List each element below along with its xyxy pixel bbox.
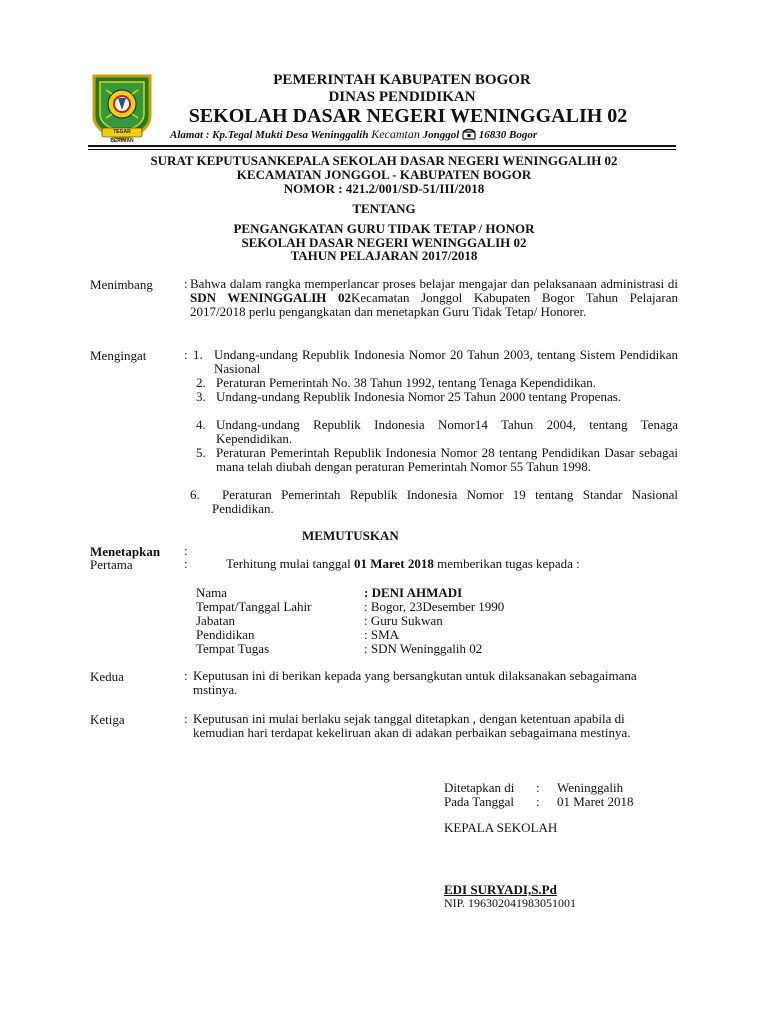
mengingat-colon: : (184, 347, 188, 362)
mengingat-num-5: 5. (196, 445, 206, 460)
address-part: 16830 Bogor (476, 129, 538, 141)
memutuskan-heading: MEMUTUSKAN (302, 528, 399, 543)
mengingat-label: Mengingat (90, 348, 147, 363)
letterhead-department: DINAS PENDIDIKAN (328, 89, 476, 105)
address-part: Alamat : Kp.Tegal Mukti Desa Weninggalih (170, 129, 372, 141)
menimbang-colon: : (184, 276, 188, 291)
pertama-text (226, 557, 580, 571)
mengingat-item-2: Peraturan Pemerintah No. 38 Tahun 1992, tentang Tenaga Kependidikan. (216, 375, 597, 390)
mengingat-item-3: Undang-undang Republik Indonesia Nomor 25 Tahun 2000 tentang Propenas. (216, 389, 622, 404)
letterhead-rule (88, 149, 676, 150)
person-value-pendidikan: : SMA (364, 627, 400, 642)
pertama-label: Pertama (90, 557, 133, 572)
menimbang-text-a: Bahwa dalam rangka memperlancar proses belajar mengajar dan pelaksanaan administrasi di (190, 276, 678, 291)
mengingat-num-4: 4. (196, 417, 206, 432)
logo-motto: TEGAR BERIMAN (110, 129, 134, 144)
person-key-tempat-tugas: Tempat Tugas (196, 641, 270, 656)
signer-title: KEPALA SEKOLAH (444, 820, 558, 835)
letterhead-address (170, 127, 630, 143)
kedua-text: Keputusan ini di berikan kepada yang bersangkutan untuk dilaksanakan sebagaimana mstinya. (193, 668, 637, 697)
ketiga-label: Ketiga (90, 712, 125, 727)
mengingat-num-6: 6. (190, 487, 200, 502)
menimbang-label: Menimbang (90, 277, 153, 292)
person-value-nama: : DENI AHMADI (364, 585, 463, 600)
pertama-text-c: memberikan tugas kepada : (433, 556, 580, 571)
pertama-date: 01 Maret 2018 (353, 556, 434, 571)
signer-nip: NIP. 196302041983051001 (444, 896, 577, 910)
decree-tentang: TENTANG (352, 201, 416, 216)
person-key-ttl: Tempat/Tanggal Lahir (196, 599, 312, 614)
ditetapkan-label: Ditetapkan di (444, 780, 515, 795)
address-part: Jonggol (419, 129, 463, 141)
decree-title: SURAT KEPUTUSANKEPALA SEKOLAH DASAR NEGERI WENINGGALIH 02 (150, 153, 618, 168)
ketiga-text: Keputusan ini mulai berlaku sejak tanggal ditetapkan , dengan ketentuan apabila di kemudian hari terdapat kekeliruan akan di adakan perbaikan sebagaimana mestinya. (193, 711, 631, 740)
mengingat-num-1: 1. (193, 347, 203, 362)
tanggal-colon: : (536, 794, 540, 809)
pertama-colon: : (184, 556, 188, 571)
kedua-colon: : (184, 668, 188, 683)
person-value-ttl: : Bogor, 23Desember 1990 (364, 599, 505, 614)
ditetapkan-value: Weninggalih (557, 780, 624, 795)
mengingat-num-2: 2. (196, 375, 206, 390)
mengingat-item-6: Peraturan Pemerintah Republik Indonesia Nomor 19 tentang Standar Nasional Pendidikan. (212, 487, 678, 516)
mengingat-item-1: Undang-undang Republik Indonesia Nomor 20 Tahun 2003, tentang Sistem Pendidikan Nasional (214, 347, 678, 376)
decree-subject: PENGANGKATAN GURU TIDAK TETAP / HONOR (233, 221, 535, 236)
letterhead-school-name: SEKOLAH DASAR NEGERI WENINGGALIH 02 (188, 105, 628, 127)
letterhead-rule (88, 145, 676, 147)
decree-subject-school: SEKOLAH DASAR NEGERI WENINGGALIH 02 (241, 235, 527, 250)
kedua-label: Kedua (90, 669, 124, 684)
menimbang-text (190, 277, 678, 319)
tanggal-value: 01 Maret 2018 (557, 794, 634, 809)
person-value-jabatan: : Guru Sukwan (364, 613, 443, 628)
menetapkan-colon: : (184, 543, 188, 558)
person-key-jabatan: Jabatan (196, 613, 235, 628)
decree-subject-year: TAHUN PELAJARAN 2017/2018 (290, 248, 478, 263)
pertama-text-a: Terhitung mulai tanggal (226, 556, 354, 571)
decree-region: KECAMATAN JONGGOL - KABUPATEN BOGOR (236, 167, 532, 182)
tanggal-label: Pada Tanggal (444, 794, 514, 809)
person-key-pendidikan: Pendidikan (196, 627, 255, 642)
mengingat-num-3: 3. (196, 389, 206, 404)
menimbang-text-c: Kecamatan Jonggol Kabupaten Bogor Tahun Pelajaran 2017/2018 perlu pengangkatan dan menetapkan Guru Tidak Tetap/ Honorer. (190, 290, 679, 319)
person-key-nama: Nama (196, 585, 228, 600)
person-value-tempat-tugas: : SDN Weninggalih 02 (364, 641, 483, 656)
decree-number: NOMOR : 421.2/001/SD-51/III/2018 (283, 181, 485, 196)
menimbang-school: SDN WENINGGALIH 02 (190, 290, 351, 305)
mengingat-item-4: Undang-undang Republik Indonesia Nomor14 Tahun 2004, tentang Tenaga Kependidikan. (216, 417, 678, 446)
ketiga-colon: : (184, 711, 188, 726)
address-kecamatan: Kecamtan (371, 127, 420, 141)
mengingat-item-5: Peraturan Pemerintah Republik Indonesia Nomor 28 tentang Pendidikan Dasar sebagai mana telah diubah dengan peraturan Pemerintah Nomor 55 Tahun 1998. (216, 445, 678, 474)
ditetapkan-colon: : (536, 780, 540, 795)
letterhead-government: PEMERINTAH KABUPATEN BOGOR (273, 72, 531, 88)
signer-name: EDI SURYADI,S.Pd (444, 882, 557, 897)
menetapkan-label: Menetapkan (90, 544, 161, 559)
telephone-icon (462, 128, 476, 143)
